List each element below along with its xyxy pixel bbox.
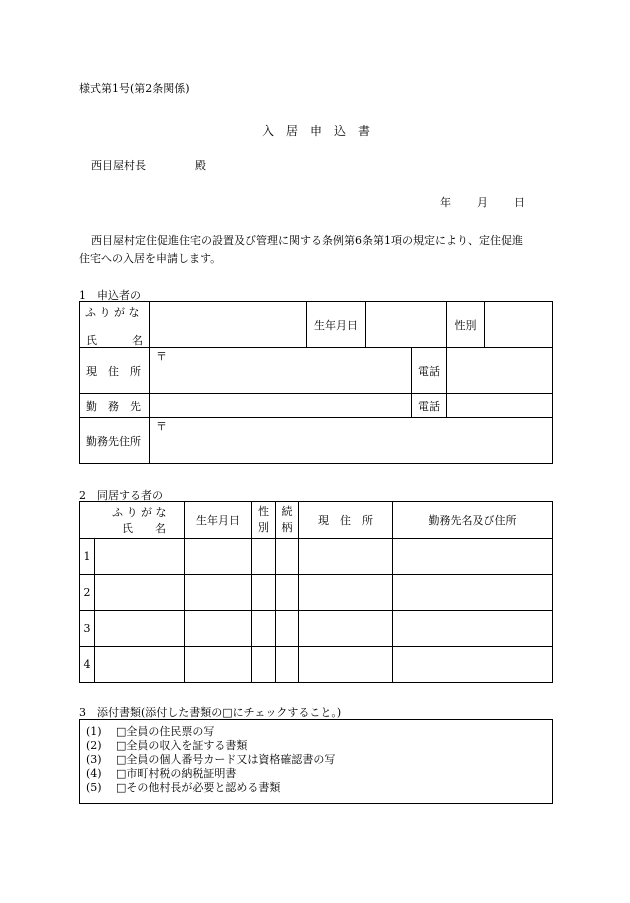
date-year: 年 [440,196,451,209]
col-header-gender [252,502,276,539]
cohabitant-table [79,501,553,683]
gender-field[interactable] [485,302,553,348]
postal-mark: 〒 [156,350,167,363]
col-relation-2: 柄 [281,521,293,534]
row-address-field[interactable] [299,647,393,683]
attachment-number: (5) [86,781,102,794]
applicant-table [79,301,553,464]
attachments-list [86,725,335,795]
workplace-field[interactable] [150,394,412,418]
row-relation-field[interactable] [276,647,299,683]
section3-heading: 3 添付書類(添付した書類の□にチェックすること。) [79,706,342,719]
name-label-1: 氏 [86,334,97,347]
attachment-number: (1) [86,725,102,738]
attachment-text: □全員の収入を証する書類 [116,739,248,752]
attachment-number: (2) [86,739,102,752]
list-item[interactable] [86,753,335,767]
col-header-address: 現 住 所 [299,502,393,539]
row-address-field[interactable] [299,539,393,575]
section2-heading: 2 同居する者の [79,489,163,502]
row-gender-field[interactable] [252,575,276,611]
workplace-label: 勤 務 先 [80,394,150,418]
workplace-phone-field[interactable] [447,394,553,418]
row-name-field[interactable] [95,647,185,683]
col-gender-2: 別 [258,521,269,534]
body-text-line1: 西目屋村定住促進住宅の設置及び管理に関する条例第6条第1項の規定により、定住促進 [91,234,523,247]
gender-label: 性別 [447,302,485,348]
form-number: 様式第1号(第2条関係) [79,82,190,95]
attachment-text: □市町村税の納税証明書 [116,767,237,780]
date-month: 月 [477,196,488,209]
row-gender-field[interactable] [252,611,276,647]
row-number: 4 [80,647,95,683]
col-header-name [80,502,185,539]
table-row [80,611,553,647]
applicant-name-field[interactable] [150,302,307,348]
table-row [80,539,553,575]
row-name-field[interactable] [95,611,185,647]
row-birthdate-field[interactable] [185,575,252,611]
row-birthdate-field[interactable] [185,647,252,683]
col-header-workplace: 勤務先名及び住所 [393,502,553,539]
row-number: 2 [80,575,95,611]
list-item[interactable] [86,739,335,753]
attachment-number: (3) [86,753,102,766]
row-workplace-field[interactable] [393,539,553,575]
birthdate-field[interactable] [366,302,447,348]
row-gender-field[interactable] [252,539,276,575]
table-row [80,647,553,683]
applicant-name-label-cell [80,302,150,348]
row-address-field[interactable] [299,575,393,611]
list-item[interactable] [86,781,335,795]
list-item[interactable] [86,767,335,781]
workplace-postal-mark: 〒 [156,420,167,433]
col-furigana-label: ふ り が な [112,506,167,519]
col-relation-1: 続 [281,505,293,518]
furigana-label: ふ り が な [85,306,140,319]
row-name-field[interactable] [95,539,185,575]
row-relation-field[interactable] [276,611,299,647]
row-address-field[interactable] [299,611,393,647]
address-phone-label: 電話 [412,348,447,394]
date-day: 日 [514,196,525,209]
form-title: 入 居 申 込 書 [262,124,371,138]
addressee-honorific: 殿 [195,159,206,172]
address-label: 現 住 所 [80,348,150,394]
row-workplace-field[interactable] [393,647,553,683]
row-name-field[interactable] [95,575,185,611]
address-field[interactable] [150,348,412,394]
row-gender-field[interactable] [252,647,276,683]
attachment-number: (4) [86,767,102,780]
attachment-text: □全員の住民票の写 [116,725,215,738]
list-item[interactable] [86,725,335,739]
address-phone-field[interactable] [447,348,553,394]
row-number: 3 [80,611,95,647]
attachment-text: □その他村長が必要と認める書類 [116,781,281,794]
row-birthdate-field[interactable] [185,539,252,575]
row-number: 1 [80,539,95,575]
col-header-relation [276,502,299,539]
row-workplace-field[interactable] [393,575,553,611]
section1-heading: 1 申込者の [79,289,141,302]
row-birthdate-field[interactable] [185,611,252,647]
row-relation-field[interactable] [276,539,299,575]
row-workplace-field[interactable] [393,611,553,647]
birthdate-label: 生年月日 [307,302,366,348]
body-text-line2: 住宅への入居を申請します。 [79,252,222,265]
workplace-address-label: 勤務先住所 [80,418,150,464]
name-label-2: 名 [132,334,143,347]
workplace-address-field[interactable] [150,418,553,464]
row-relation-field[interactable] [276,575,299,611]
col-name-label: 氏 名 [122,522,166,535]
attachment-text: □全員の個人番号カード又は資格確認書の写 [116,753,336,766]
addressee-village: 西目屋村長 [91,159,146,172]
workplace-phone-label: 電話 [412,394,447,418]
attachments-box [79,719,553,804]
col-header-birthdate: 生年月日 [185,502,252,539]
col-gender-1: 性 [258,505,269,518]
table-row [80,575,553,611]
